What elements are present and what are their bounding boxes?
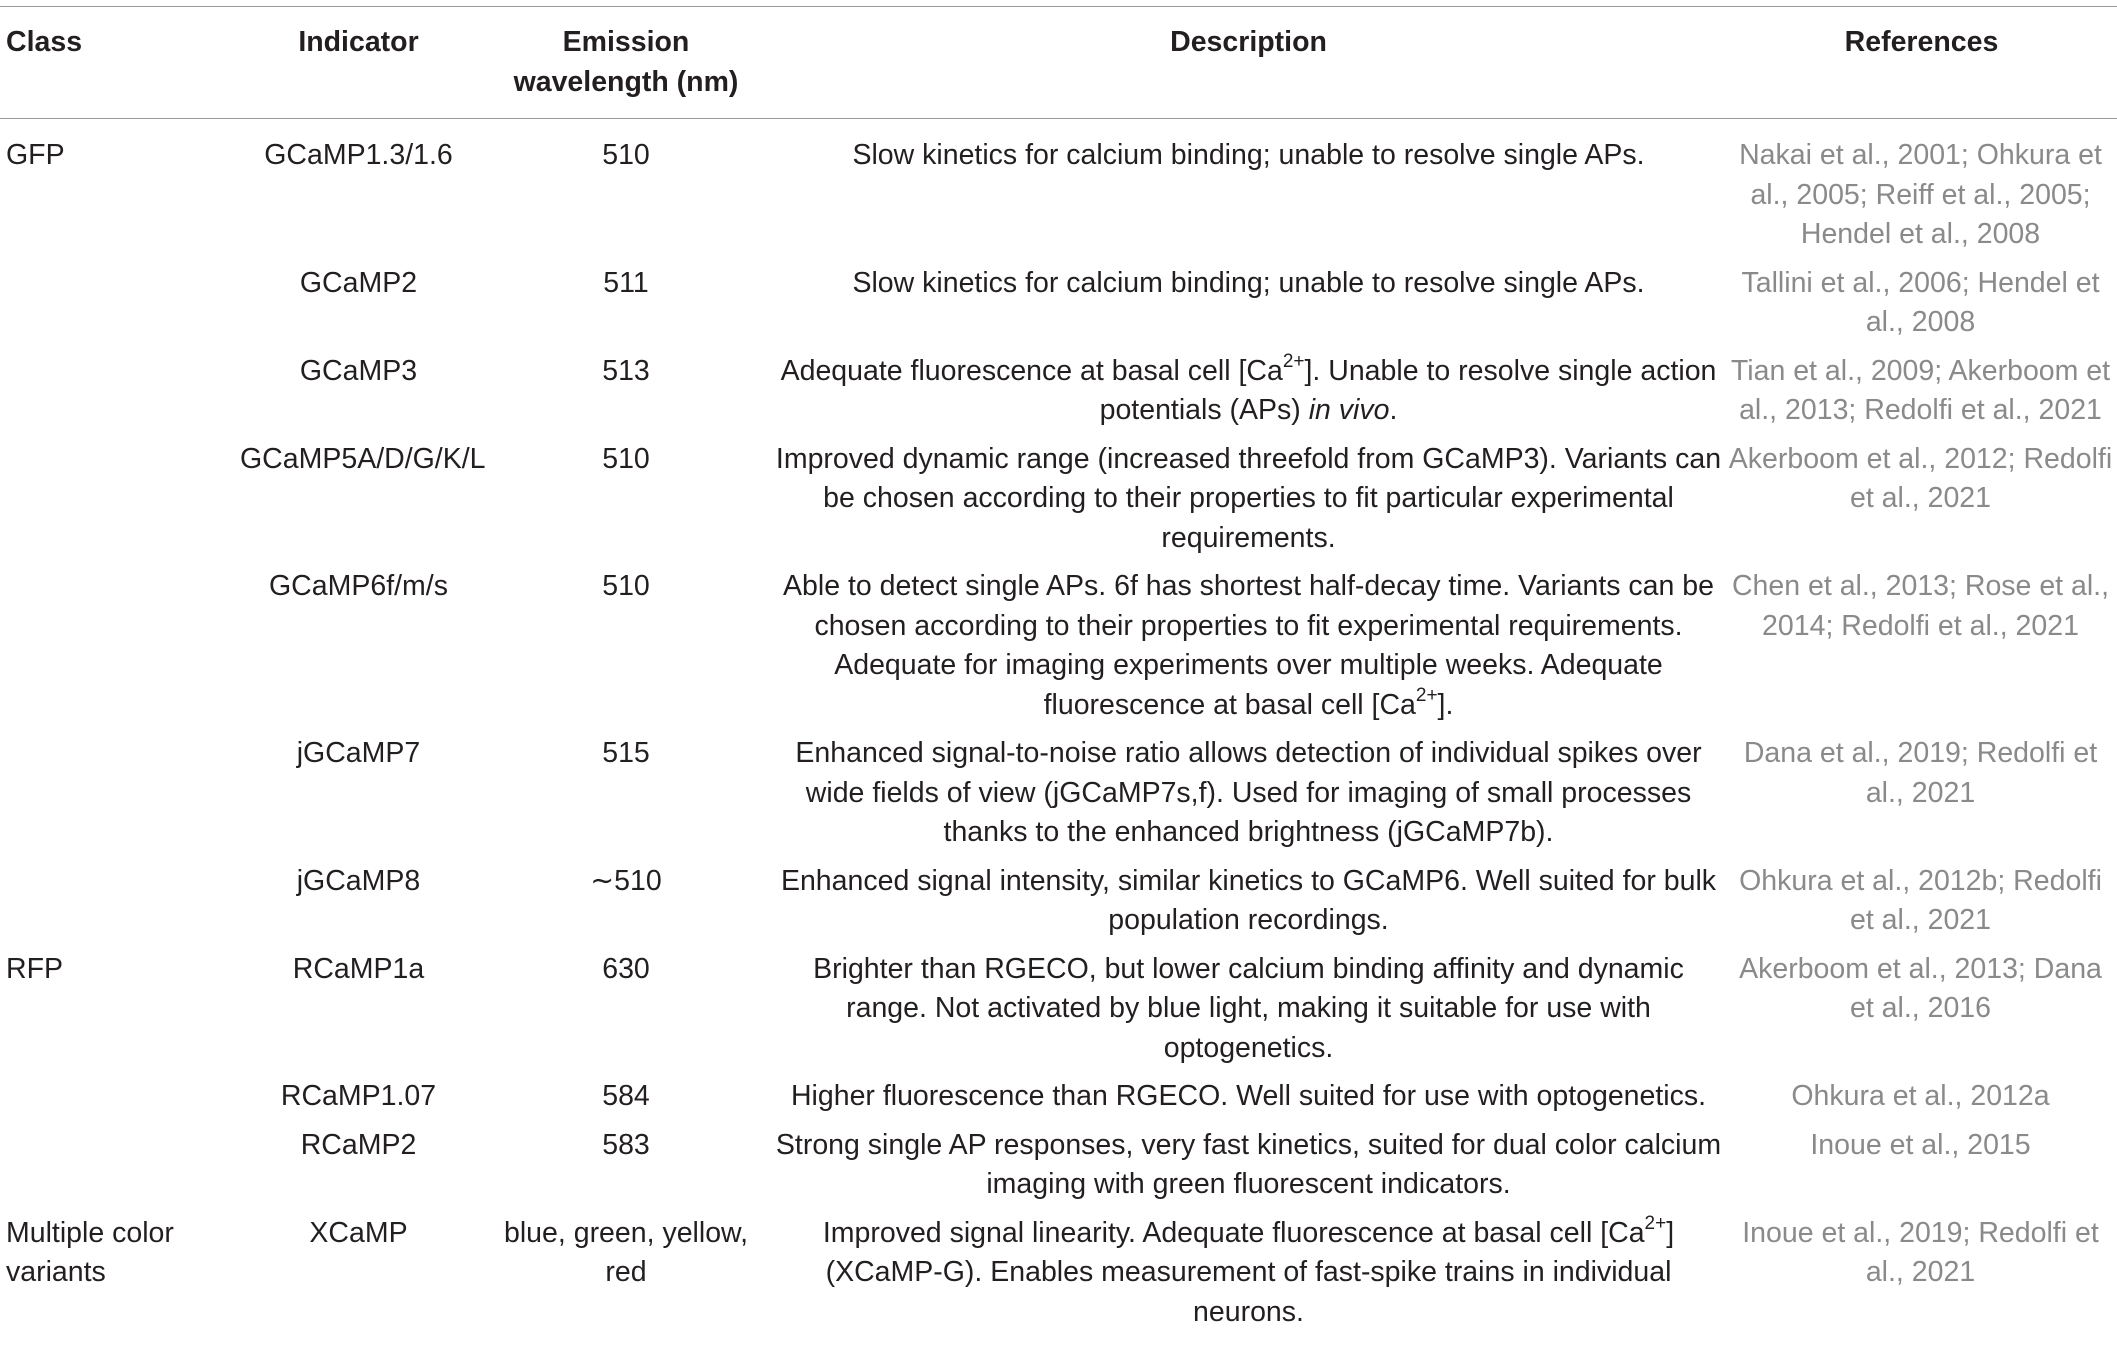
references-cell[interactable]: Ohkura et al., 2012a — [1791, 1080, 2050, 1112]
table-row — [0, 1126, 2117, 1214]
emission-cell: ∼510 — [590, 864, 662, 897]
calcium-indicator-table — [0, 6, 2117, 1341]
description-cell: Enhanced signal intensity, similar kinetics to GCaMP6. Well suited for bulk population recordings. — [780, 864, 1717, 936]
description-cell: Strong single AP responses, very fast kinetics, suited for dual color calcium imaging with green fluorescent indicators. — [775, 1128, 1722, 1200]
emission-cell: blue, green, yellow, red — [504, 1216, 748, 1288]
description-cell: Brighter than RGECO, but lower calcium binding affinity and dynamic range. Not activated by blue light, making it suitable for use with optogenetics. — [813, 952, 1684, 1064]
table-row — [0, 1077, 2117, 1126]
references-cell[interactable]: Dana et al., 2019; Redolfi et al., 2021 — [1743, 737, 2098, 809]
class-cell: Multiple color variants — [6, 1216, 174, 1288]
class-cell — [0, 440, 236, 568]
header-row — [0, 7, 2117, 119]
indicator-cell: XCaMP — [309, 1216, 408, 1249]
indicator-cell: RCaMP2 — [300, 1128, 417, 1161]
emission-cell: 630 — [602, 952, 650, 985]
indicator-cell: GCaMP2 — [299, 266, 418, 299]
description-cell — [771, 352, 1726, 440]
description-cell: Improved dynamic range (increased threefold from GCaMP3). Variants can be chosen according to their properties to fit particular experimental requirements. — [775, 442, 1722, 554]
table-row — [0, 950, 2117, 1078]
description-text: ]. Unable to resolve single action potentials (APs) — [1099, 354, 1717, 426]
indicator-cell: RCaMP1.07 — [280, 1080, 437, 1112]
emission-cell: 510 — [602, 139, 650, 171]
description-cell: Enhanced signal-to-noise ratio allows detection of individual spikes over wide fields of view (jGCaMP7s,f). Used for imaging of small processes thanks to the enhanced brightness (jGCaMP7b). — [795, 737, 1702, 848]
references-cell[interactable]: Tian et al., 2009; Akerboom et al., 2013; Redolfi et al., 2021 — [1730, 354, 2111, 426]
class-cell — [0, 352, 236, 440]
superscript-charge: 2+ — [1415, 685, 1438, 706]
emission-cell: 511 — [603, 266, 649, 299]
class-cell — [0, 264, 236, 352]
indicator-cell: jGCaMP7 — [296, 737, 421, 769]
class-cell — [0, 1126, 236, 1214]
table-row — [0, 862, 2117, 950]
indicator-cell: RCaMP1a — [292, 952, 425, 985]
indicator-cell: jGCaMP8 — [296, 864, 421, 897]
header-indicator: Indicator — [236, 7, 481, 119]
table-row — [0, 352, 2117, 440]
table-row — [0, 264, 2117, 352]
table-header — [0, 7, 2117, 119]
superscript-charge: 2+ — [1282, 351, 1305, 372]
class-cell — [0, 862, 236, 950]
class-cell: GFP — [6, 139, 65, 171]
references-cell[interactable]: Inoue et al., 2019; Redolfi et al., 2021 — [1742, 1216, 2099, 1288]
description-cell — [771, 1214, 1726, 1342]
references-cell[interactable]: Chen et al., 2013; Rose et al., 2014; Redolfi et al., 2021 — [1731, 570, 2110, 642]
description-text: Able to detect single APs. 6f has shortest half-decay time. Variants can be chosen according to their properties to fit experimental requirements. Adequate for imaging experiments over multiple weeks. Adequate fluorescence at basal cell [Ca — [783, 570, 1714, 721]
description-cell: Higher fluorescence than RGECO. Well suited for use with optogenetics. — [790, 1080, 1707, 1112]
table-row — [0, 119, 2117, 264]
table-body — [0, 119, 2117, 1342]
description-text: Improved signal linearity. Adequate fluorescence at basal cell [Ca — [822, 1216, 1645, 1249]
indicator-cell: GCaMP3 — [299, 354, 418, 387]
references-cell[interactable]: Akerboom et al., 2013; Dana et al., 2016 — [1739, 952, 2102, 1024]
class-cell — [0, 567, 236, 734]
emission-cell: 584 — [602, 1080, 650, 1112]
table-row — [0, 440, 2117, 568]
references-cell[interactable]: Akerboom et al., 2012; Redolfi et al., 2021 — [1728, 442, 2113, 514]
references-cell[interactable]: Ohkura et al., 2012b; Redolfi et al., 2021 — [1739, 864, 2102, 936]
description-text: Adequate fluorescence at basal cell [Ca — [780, 354, 1283, 387]
table-row — [0, 1214, 2117, 1342]
header-description: Description — [771, 7, 1726, 119]
emission-cell: 510 — [602, 570, 650, 602]
references-cell[interactable]: Nakai et al., 2001; Ohkura et al., 2005; Reiff et al., 2005; Hendel et al., 2008 — [1739, 139, 2102, 250]
emission-cell: 513 — [602, 354, 650, 387]
superscript-charge: 2+ — [1644, 1213, 1667, 1234]
table-row — [0, 734, 2117, 862]
header-emission-line2: wavelength (nm) — [513, 65, 739, 98]
header-class: Class — [0, 7, 236, 119]
header-references: References — [1726, 7, 2117, 119]
emission-cell: 583 — [602, 1128, 650, 1161]
table-row — [0, 567, 2117, 734]
description-cell — [771, 567, 1726, 734]
header-emission-line1: Emission — [562, 26, 690, 58]
header-emission — [481, 7, 771, 119]
description-cell: Slow kinetics for calcium binding; unable to resolve single APs. — [852, 139, 1645, 171]
emission-cell: 510 — [602, 442, 650, 475]
references-cell[interactable]: Inoue et al., 2015 — [1810, 1128, 2031, 1161]
emission-cell: 515 — [602, 737, 650, 769]
indicator-cell: GCaMP1.3/1.6 — [264, 139, 453, 171]
class-cell — [0, 734, 236, 862]
description-cell: Slow kinetics for calcium binding; unable to resolve single APs. — [852, 266, 1645, 299]
indicator-cell: GCaMP5A/D/G/K/L — [240, 442, 486, 475]
description-text: . — [1389, 394, 1398, 426]
references-cell[interactable]: Tallini et al., 2006; Hendel et al., 2008 — [1741, 266, 2100, 338]
class-cell — [0, 1077, 236, 1126]
description-italic: in vivo — [1308, 394, 1390, 426]
indicator-cell: GCaMP6f/m/s — [269, 570, 448, 602]
description-text: ] (XCaMP-G). Enables measurement of fast-spike trains in individual neurons. — [825, 1216, 1675, 1328]
description-text: ]. — [1437, 688, 1454, 721]
class-cell: RFP — [6, 952, 63, 985]
